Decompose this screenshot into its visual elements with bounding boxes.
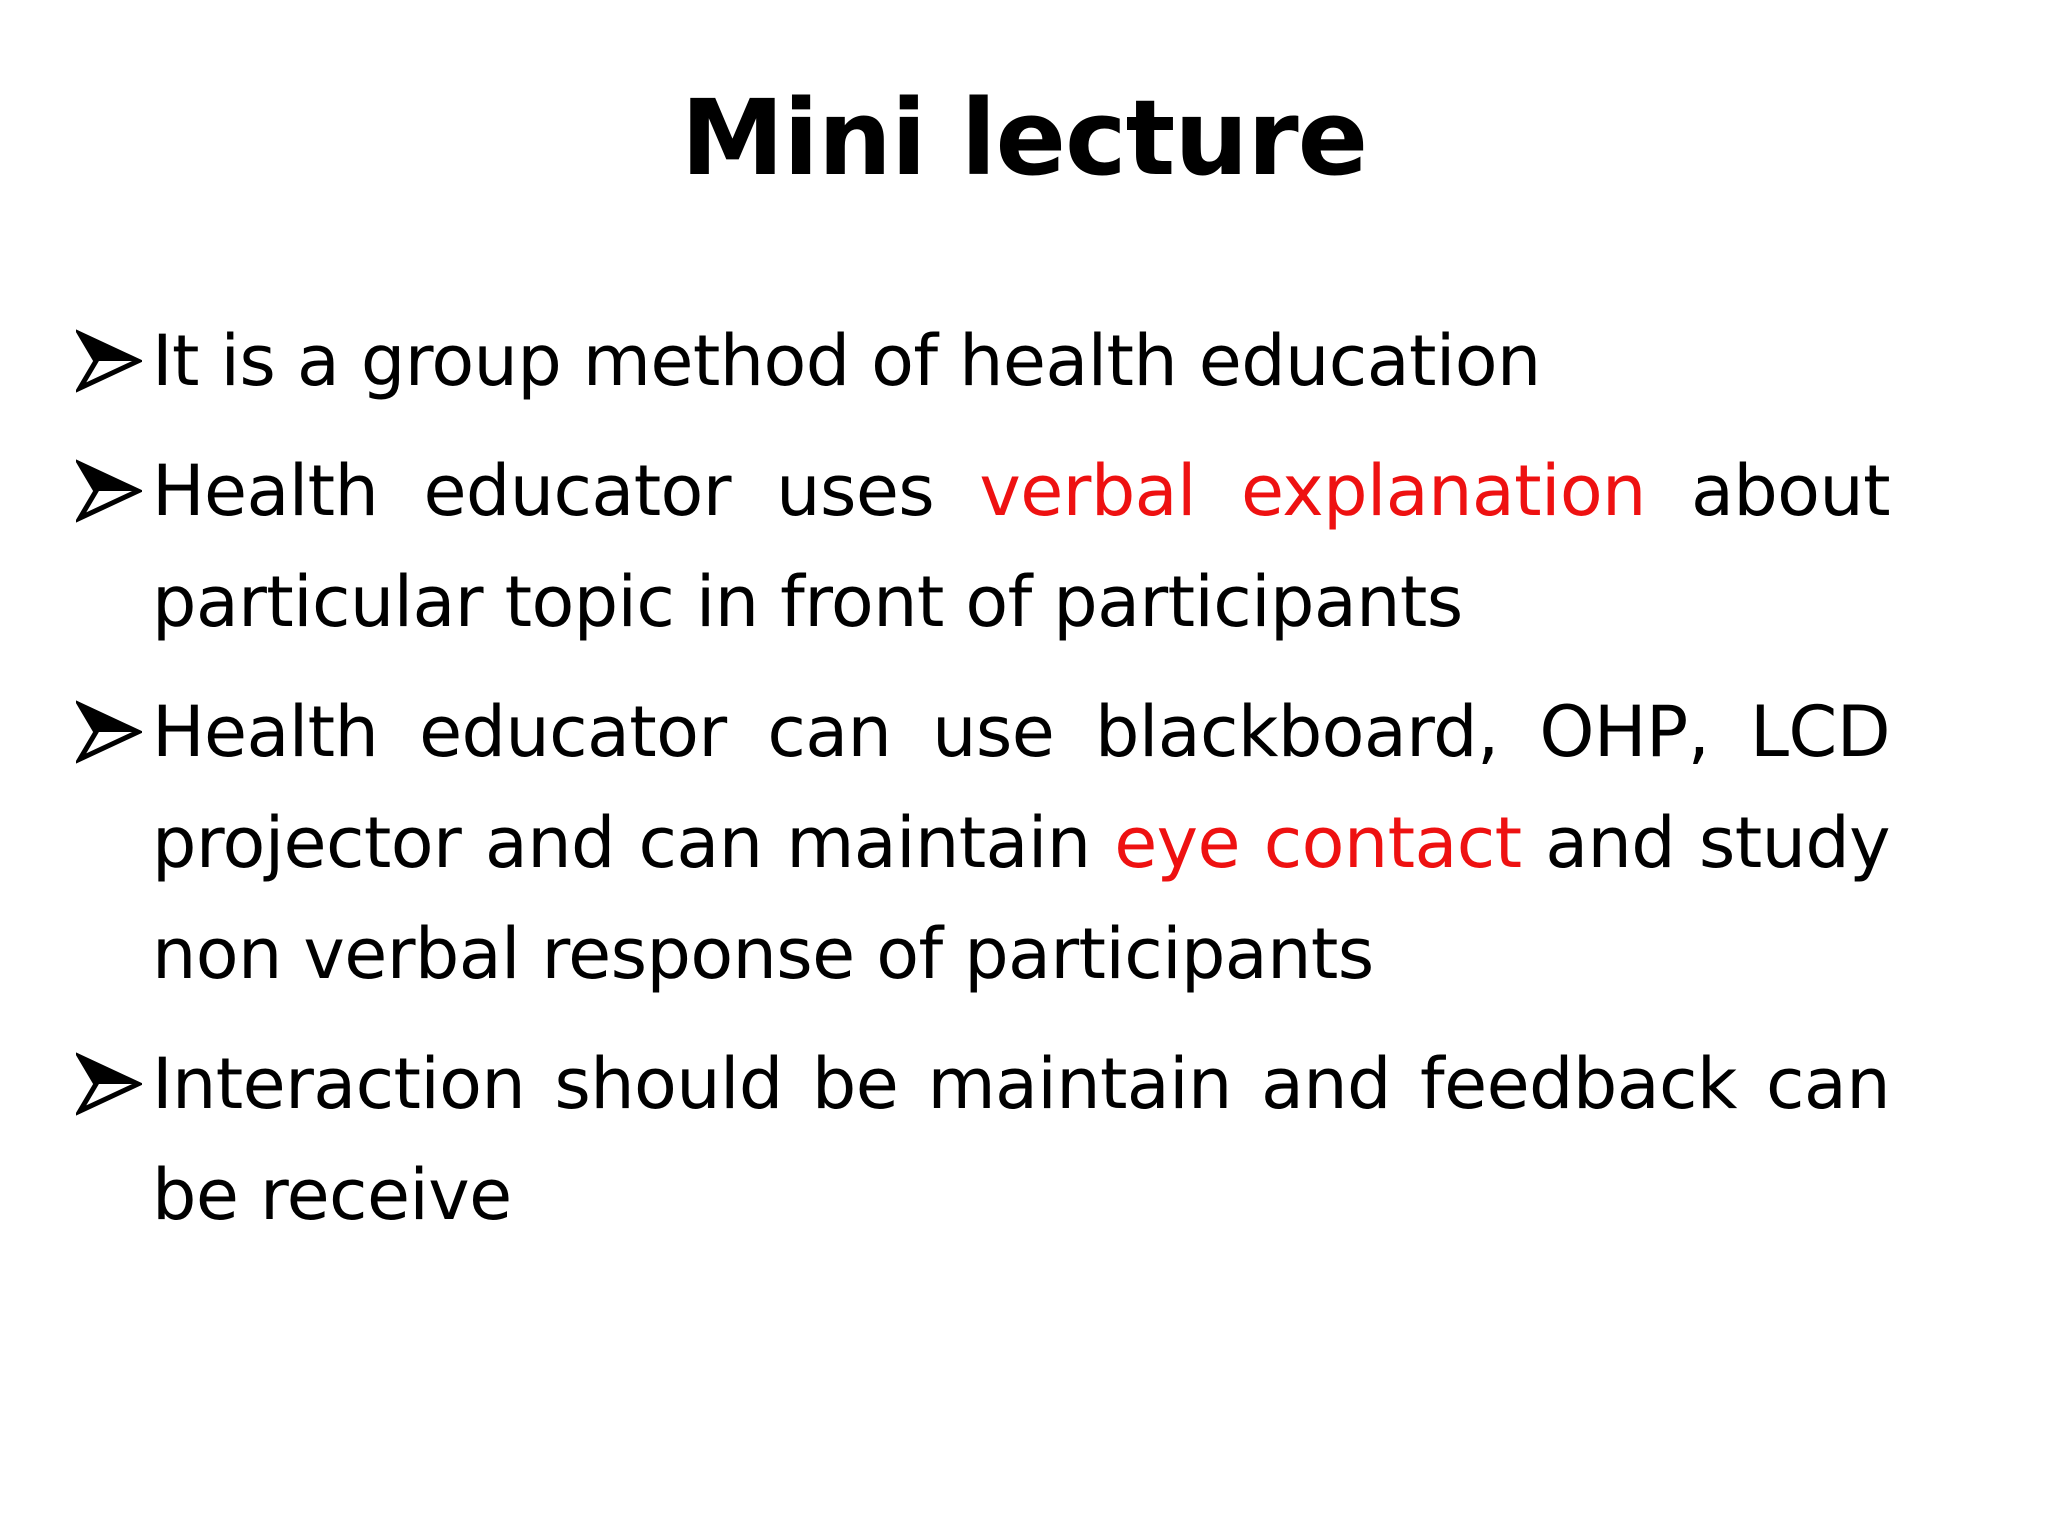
bullet-text: Health educator uses — [152, 450, 980, 532]
bullet-text: It is a group method of health education — [152, 320, 1541, 402]
arrowhead-bullet-icon — [76, 458, 142, 524]
highlighted-text: eye contact — [1114, 802, 1522, 884]
bullet-list — [76, 306, 1890, 1270]
bullet-item — [76, 677, 1890, 1010]
arrowhead-bullet-icon — [76, 328, 142, 394]
arrowhead-bullet-icon — [76, 699, 142, 765]
slide-title: Mini lecture — [680, 77, 1368, 199]
highlighted-text: verbal explanation — [979, 450, 1646, 532]
bullet-item — [76, 1029, 1890, 1251]
arrowhead-bullet-icon — [76, 1051, 142, 1117]
bullet-item — [76, 306, 1890, 417]
bullet-text: about particular topic in front of participants — [152, 450, 1891, 643]
bullet-text: Interaction should be maintain and feedback can be receive — [152, 1043, 1890, 1236]
bullet-item — [76, 436, 1890, 658]
bullet-text: and study non verbal response of participants — [152, 802, 1890, 995]
bullet-text: Health educator can use blackboard, OHP, LCD projector and can maintain — [152, 691, 1890, 884]
